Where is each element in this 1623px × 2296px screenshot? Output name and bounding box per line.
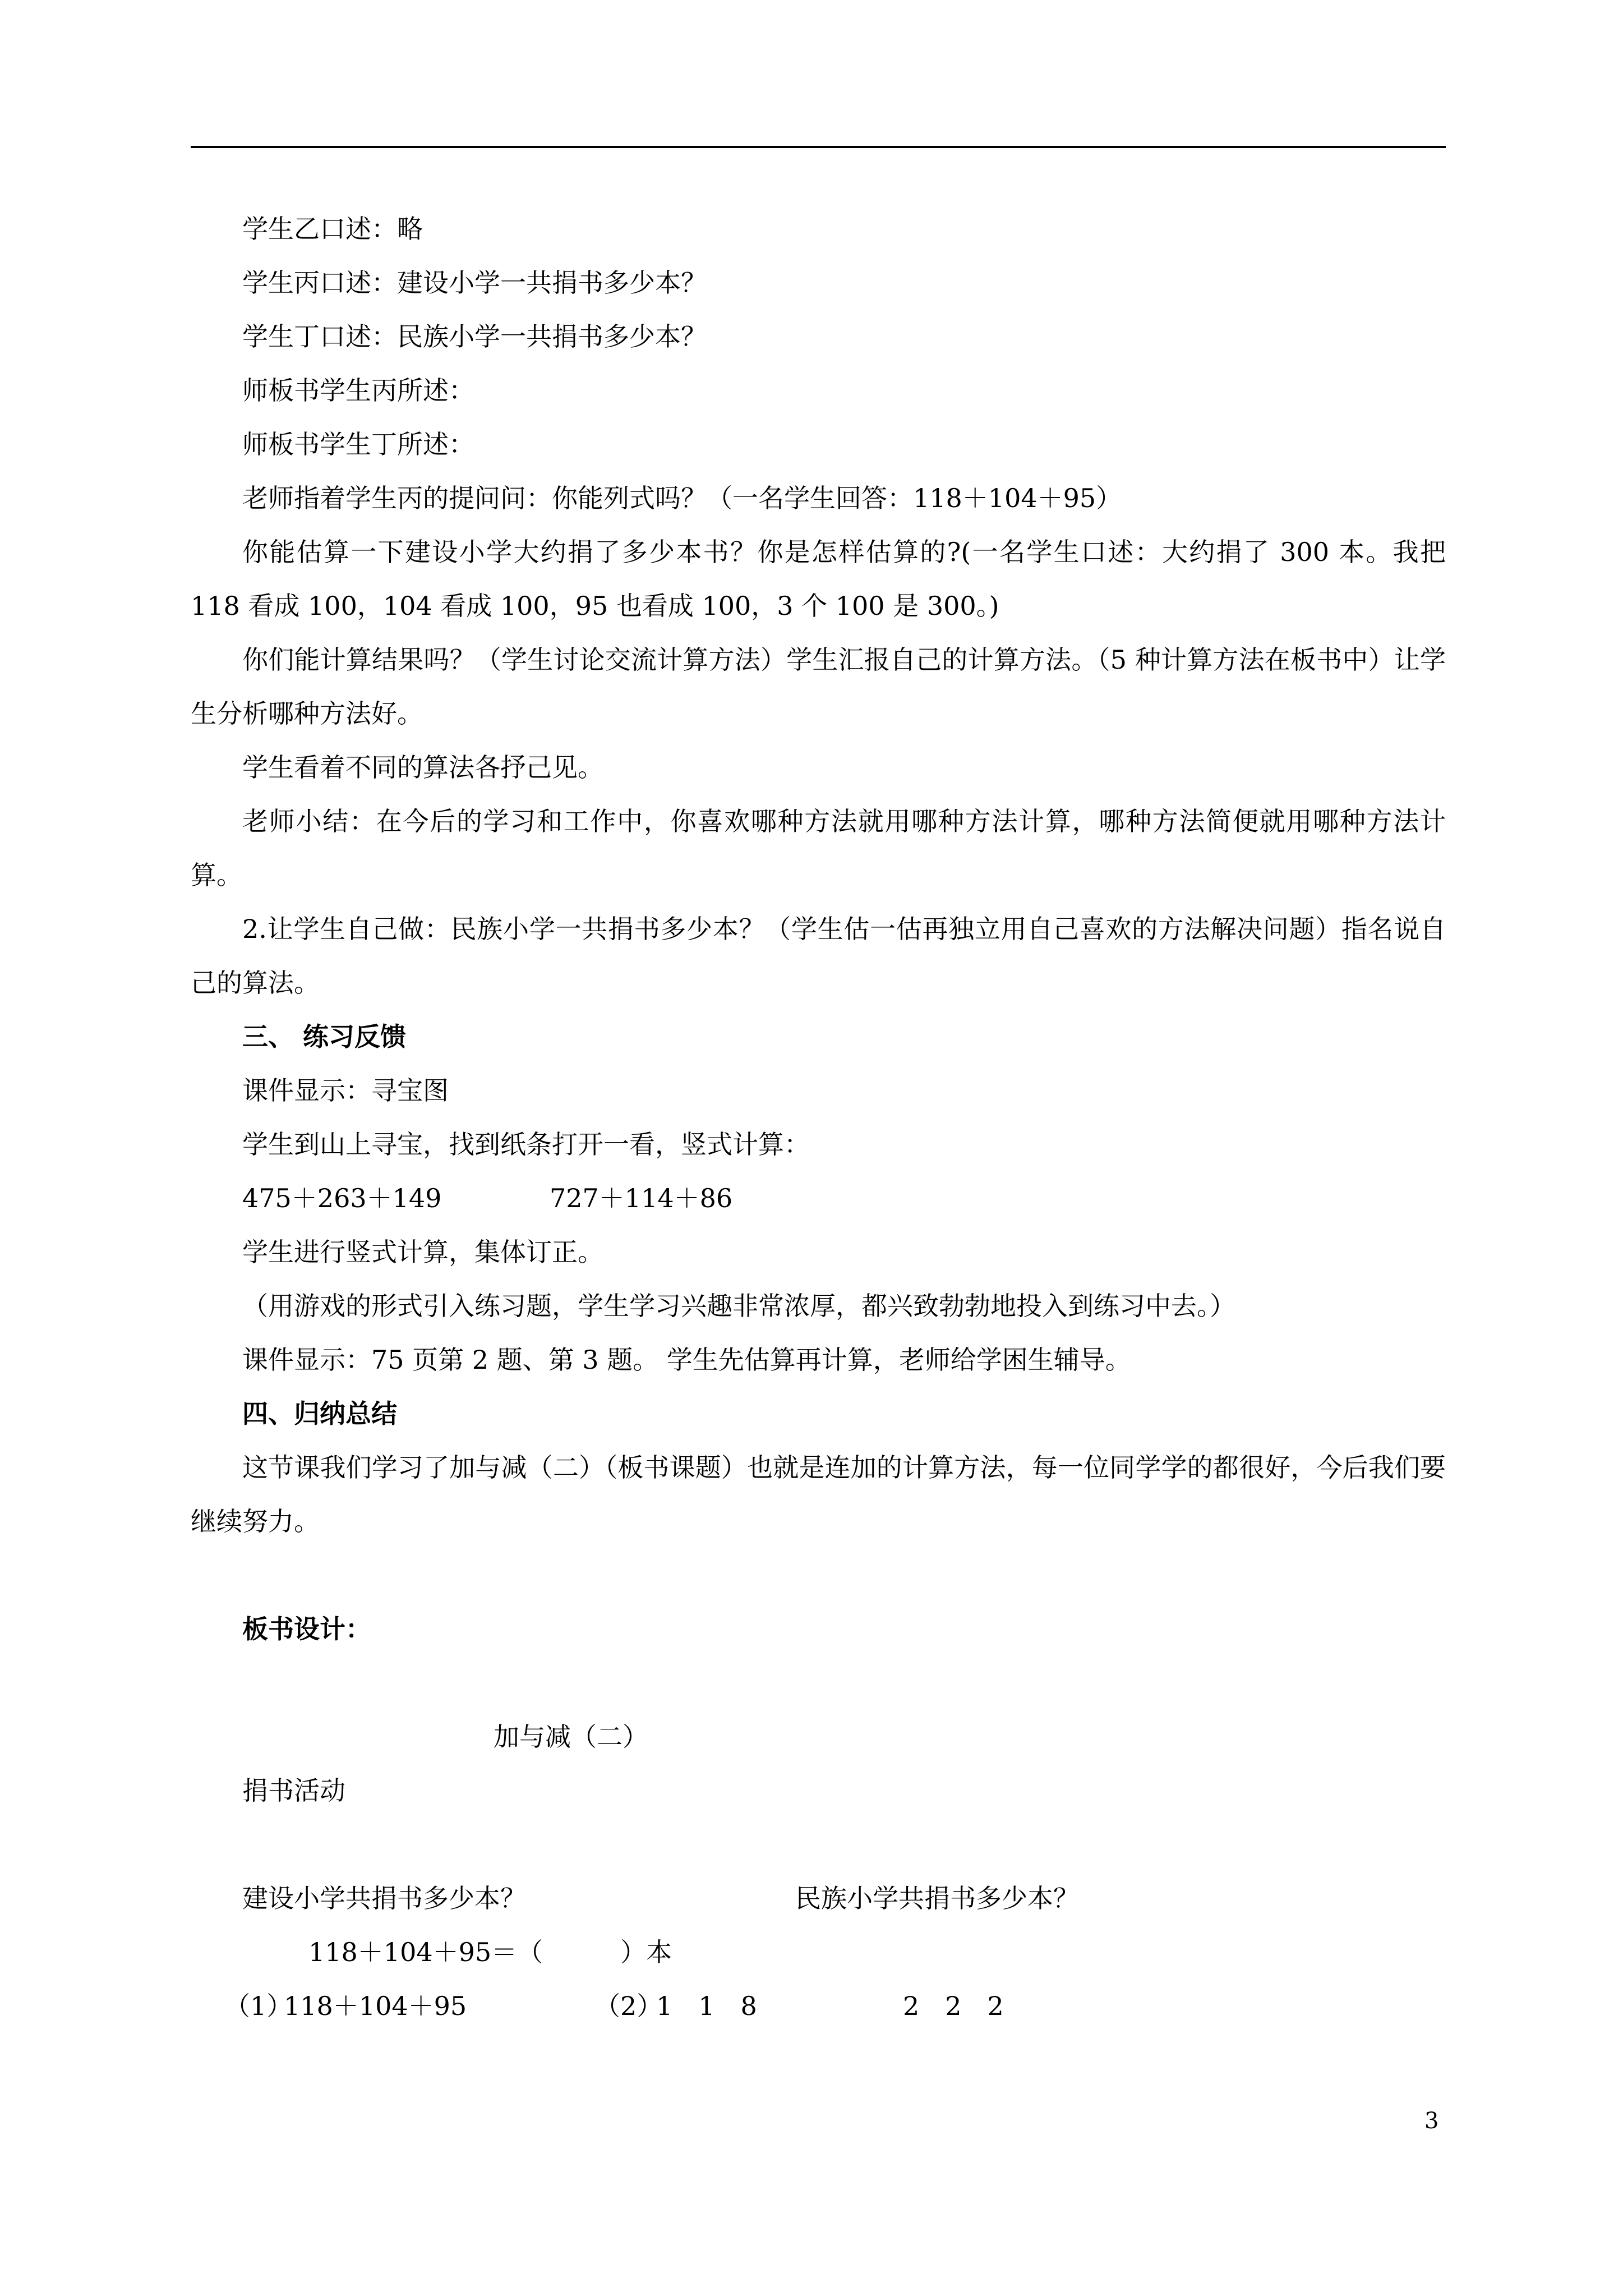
question: 民族小学共捐书多少本？ (795, 1883, 1079, 1913)
board-equation-row (191, 1925, 1446, 1979)
paragraph: 2.让学生自己做：民族小学一共捐书多少本？（学生估一估再独立用自己喜欢的方法解决问题）指名说自己的算法。 (191, 914, 1446, 998)
equation: 118＋104＋95＝（ ）本 (308, 1937, 672, 1967)
expression: 727＋114＋86 (550, 1183, 733, 1213)
vertical-digits: 1 1 8 (656, 1991, 757, 2021)
vertical-digits: 2 2 2 (903, 1991, 1004, 2021)
paragraph: 你能估算一下建设小学大约捐了多少本书？你是怎样估算的?(一名学生口述：大约捐了 300 本。我把 118 看成 100，104 看成 100，95 也看成 100，3 个 100 是 300。) (191, 537, 1446, 621)
paragraph: 老师小结：在今后的学习和工作中，你喜欢哪种方法就用哪种方法计算，哪种方法简便就用哪种方法计算。 (191, 806, 1446, 890)
expression: 475＋263＋149 (242, 1183, 442, 1213)
paragraph: 这节课我们学习了加与减（二）（板书课题）也就是连加的计算方法，每一位同学学的都很好，今后我们要继续努力。 (191, 1452, 1446, 1536)
paragraph: 学生看着不同的算法各抒己见。 (242, 752, 603, 783)
section-heading-summary: 四、归纳总结 (242, 1398, 397, 1429)
section-heading-practice: 三、 练习反馈 (242, 1022, 407, 1052)
method-label: （2） (594, 1991, 663, 2021)
paragraph: 师板书学生丙所述： (242, 375, 474, 406)
paragraph: 课件显示：寻宝图 (242, 1075, 449, 1106)
header-rule (191, 146, 1446, 148)
paragraph: 学生丙口述：建设小学一共捐书多少本？ (242, 268, 707, 298)
paragraph: 你们能计算结果吗？（学生讨论交流计算方法）学生汇报自己的计算方法。（5 种计算方法在板书中）让学生分析哪种方法好。 (191, 645, 1446, 729)
question: 建设小学共捐书多少本？ (242, 1883, 526, 1913)
paragraph: 学生乙口述：略 (242, 214, 423, 244)
board-design-heading: 板书设计： (242, 1614, 371, 1644)
paragraph: 学生到山上寻宝，找到纸条打开一看，竖式计算： (242, 1129, 810, 1159)
paragraph: 师板书学生丁所述： (242, 429, 474, 459)
paragraph: （用游戏的形式引入练习题，学生学习兴趣非常浓厚，都兴致勃勃地投入到练习中去。） (242, 1291, 1235, 1321)
exercise-expressions (191, 1171, 1446, 1225)
board-methods-row (191, 1979, 1446, 2033)
paragraph: 老师指着学生丙的提问问：你能列式吗？（一名学生回答：118＋104＋95） (242, 483, 1122, 513)
document-body (191, 202, 1446, 2033)
paragraph: 课件显示：75 页第 2 题、第 3 题。 学生先估算再计算，老师给学困生辅导。 (242, 1345, 1131, 1375)
paragraph: 学生进行竖式计算，集体订正。 (242, 1237, 603, 1267)
method-expression: 118＋104＋95 (284, 1991, 467, 2021)
board-subtitle: 捐书活动 (242, 1775, 345, 1806)
method-label: （1） (224, 1991, 293, 2021)
board-questions (191, 1871, 1446, 1925)
board-title: 加与减（二） (494, 1722, 648, 1752)
page-number: 3 (1424, 2108, 1439, 2134)
paragraph: 学生丁口述：民族小学一共捐书多少本？ (242, 321, 707, 352)
